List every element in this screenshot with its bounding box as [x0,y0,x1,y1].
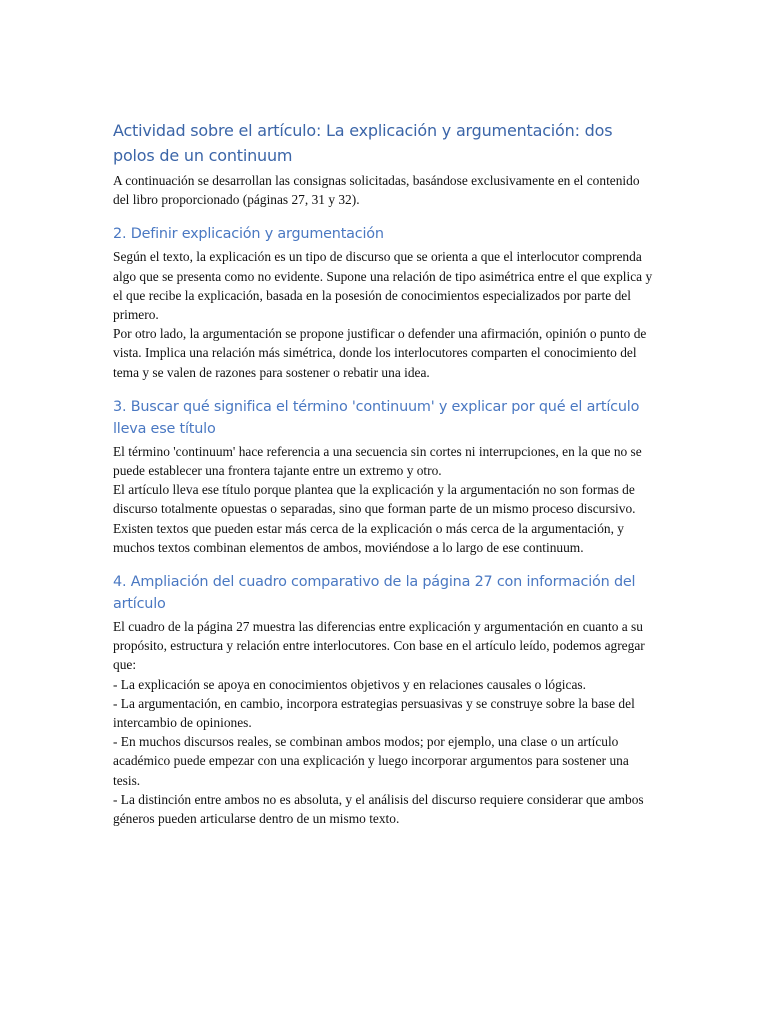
section-heading: 3. Buscar qué significa el término 'continuum' y explicar por qué el artículo lleva ese título [113,398,640,437]
list-item: - La distinción entre ambos no es absoluta, y el análisis del discurso requiere considerar que ambos géneros pueden articularse dentro de un mismo texto. [113,791,644,827]
list-item: - La argumentación, en cambio, incorpora estrategias persuasivas y se construye sobre la base del intercambio de opiniones. [113,695,635,731]
section-cuadro [113,571,658,828]
section-continuum [113,396,658,557]
section-paragraph: El artículo lleva ese título porque plantea que la explicación y la argumentación no son formas de discurso totalmente opuestas o separadas, sino que forman parte de un mismo proceso discursivo. Existen textos que pueden estar más cerca de la explicación o más cerca de la argumentación, y muchos textos combinan elementos de ambos, moviéndose a lo largo de ese continuum. [113,482,636,555]
list-item: - La explicación se apoya en conocimientos objetivos y en relaciones causales o lógicas. [113,676,586,692]
section-heading: 4. Ampliación del cuadro comparativo de la página 27 con información del artículo [113,574,636,613]
intro-paragraph: A continuación se desarrollan las consignas solicitadas, basándose exclusivamente en el contenido del libro proporcionado (páginas 27, 31 y 32). [113,173,640,208]
section-paragraph: El cuadro de la página 27 muestra las diferencias entre explicación y argumentación en cuanto a su propósito, estructura y relación entre interlocutores. Con base en el artículo leído, podemos agregar que: [113,619,645,673]
document-page [113,118,658,828]
list-item: - En muchos discursos reales, se combinan ambos modos; por ejemplo, una clase o un artículo académico puede empezar con una explicación y luego incorporar argumentos para sostener una tesis. [113,734,629,788]
section-definir [113,223,658,381]
section-paragraph: El término 'continuum' hace referencia a una secuencia sin cortes ni interrupciones, en la que no se puede establecer una frontera tajante entre un extremo y otro. [113,443,642,479]
section-paragraph: Por otro lado, la argumentación se propone justificar o defender una afirmación, opinión o punto de vista. Implica una relación más simétrica, donde los interlocutores comparten el conocimiento del tema y se valen de razones para sostener o rebatir una idea. [113,326,647,380]
section-paragraph: Según el texto, la explicación es un tipo de discurso que se orienta a que el interlocutor comprenda algo que se presenta como no evidente. Supone una relación de tipo asimétrica entre el que explica y el que recibe la explicación, basada en la posesión de conocimientos especializados por parte del primero. [113,249,653,323]
section-heading: 2. Definir explicación y argumentación [113,226,384,243]
document-title: Actividad sobre el artículo: La explicación y argumentación: dos polos de un continuum [113,121,613,165]
